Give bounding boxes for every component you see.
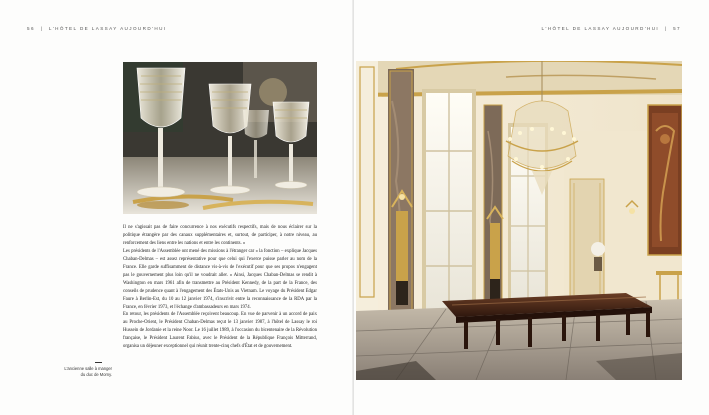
dining-room-photo xyxy=(356,61,682,380)
running-head-separator: | xyxy=(40,26,44,31)
photo-caption xyxy=(58,366,112,378)
paragraph: En retour, les présidents de l'Assemblée reçoivent beaucoup. En vue de parvenir à un accord de paix au Proche-Orient, le Président Chaban-Delmas reçut le 13 janvier 1987, à l'hôtel de Lassay le roi Hussein de Jordanie et la reine Noor. Le 16 juillet 1989, à l'occasion du bicentenaire de la Révolution française, le Président Laurent Fabius, avec le Président de la République François Mitterrand, organisa un déjeuner exceptionnel qui réunit trente-cinq chefs d'État et de gouvernement. xyxy=(123,312,317,350)
running-head-separator: | xyxy=(664,26,668,31)
page-number-right: 57 xyxy=(673,26,681,31)
left-page xyxy=(0,0,354,415)
crystal-glasses-photo xyxy=(123,62,317,214)
running-head-title-left: L'HÔTEL DE LASSAY AUJOURD'HUI xyxy=(48,26,167,31)
page-number-left: 56 xyxy=(27,26,35,31)
body-text xyxy=(123,224,317,351)
running-head-right xyxy=(542,26,681,31)
paragraph: Les présidents de l'Assemblée ont mené des missions à l'étranger car « la fonction – explique Jacques Chaban-Delmas – est assez représentative pour que celui qui l'exerce puisse parler au nom de la France. Elle garde suffisamment de distance vis-à-vis de l'exécutif pour que ses propos n'engagent pas le gouvernement plus loin qu'il ne voudrait aller. » Ainsi, Jacques Chaban-Delmas se rendit à Washington en mars 1961 afin de transmettre au Président Kennedy, de la part de la France, des conseils de prudence quant à l'engagement des États-Unis au Vietnam. Le voyage du Président Edgar Faure à Berlin-Est, du 10 au 12 janvier 1974, s'inscrivit entre la reconnaissance de la RDA par la France, en février 1973, et l'échange d'ambassadeurs en mars 1974. xyxy=(123,248,317,310)
running-head-title-right: L'HÔTEL DE LASSAY AUJOURD'HUI xyxy=(541,26,660,31)
paragraph: Il ne s'agissait pas de faire concurrence à nos exécutifs respectifs, mais de nous éclairer sur la politique étrangère par des canaux supplémentaires et, surtout, de participer, à notre niveau, au renforcement des liens entre les nations et entre les continents. » xyxy=(123,225,317,246)
running-head-left xyxy=(27,26,166,31)
caption-line: L'ancienne salle à manger xyxy=(64,366,112,371)
caption-rule xyxy=(95,362,102,363)
caption-line: du duc de Morny. xyxy=(80,372,112,377)
